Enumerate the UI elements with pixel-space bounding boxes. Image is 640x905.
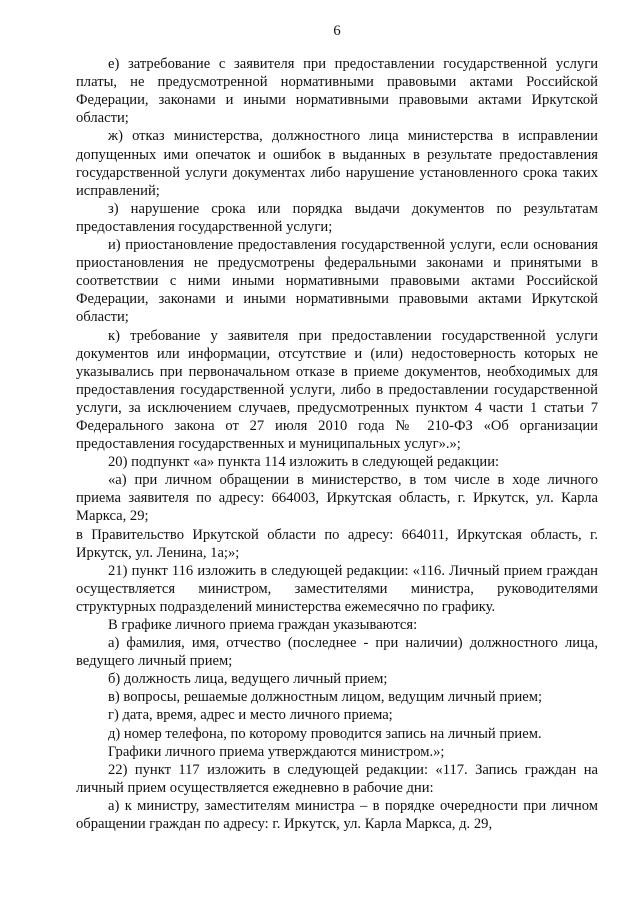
paragraph-government-address: в Правительство Иркутской области по адресу: 664011, Иркутская область, г. Иркутск, ул. Ленина, 1а;»;: [76, 526, 598, 561]
paragraph-point-22: 22) пункт 117 изложить в следующей редакции: «117. Запись граждан на личный прием осуществляется ежедневно в рабочие дни:: [76, 761, 598, 796]
paragraph-schedule-intro: В графике личного приема граждан указываются:: [108, 617, 418, 633]
paragraph-item-k: к) требование у заявителя при предоставлении государственной услуги документов или информации, отсутствие и (или) недостоверность которых не указывались при первоначальном отказе в приеме документов, необходимых для предоставления государственной услуги, либо в предоставлении государственной услуги, за исключением случаев, предусмотренных пунктом 4 части 1 статьи 7 Федерального закона от 27 июля 2010 года № 210-ФЗ «Об организации предоставления государственных и муниципальных услуг».»;: [76, 327, 598, 453]
paragraph-schedule-v: в) вопросы, решаемые должностным лицом, ведущим личный прием;: [108, 689, 543, 706]
paragraph-point-20: 20) подпункт «а» пункта 114 изложить в следующей редакции:: [108, 454, 500, 471]
paragraph-item-zh: ж) отказ министерства, должностного лица министерства в исправлении допущенных ими опечаток и ошибок в выданных в результате предоставления государственной услуги документах либо нарушение установленного срока таких исправлений;: [76, 128, 598, 199]
paragraph-schedule-b: б) должность лица, ведущего личный прием;: [108, 671, 388, 688]
paragraph-schedule-g: г) дата, время, адрес и место личного приема;: [108, 707, 393, 724]
paragraph-point-21: 21) пункт 116 изложить в следующей редакции: «116. Личный прием граждан осуществляется министром, заместителями министра, руководителями структурных подразделений министерства ежемесячно по графику.: [76, 562, 598, 615]
page-number: 6: [333, 23, 341, 39]
paragraph-schedule-d: д) номер телефона, по которому проводится запись на личный прием.: [108, 725, 542, 742]
paragraph-schedule-a: а) фамилия, имя, отчество (последнее - при наличии) должностного лица, ведущего личный прием;: [76, 635, 598, 670]
body-text: [76, 55, 598, 833]
paragraph-point-22-a: а) к министру, заместителям министра – в порядке очередности при личном обращении граждан по адресу: г. Иркутск, ул. Карла Маркса, д. 29,: [76, 797, 598, 833]
paragraph-item-e: е) затребование с заявителя при предоставлении государственной услуги платы, не предусмотренной нормативными правовыми актами Российской Федерации, законами и иными нормативными правовыми актами Иркутской области;: [76, 56, 598, 127]
paragraph-schedule-approval: Графики личного приема утверждаются министром.»;: [108, 743, 445, 760]
paragraph-subpoint-a-ministry: «а) при личном обращении в министерство, в том числе в ходе личного приема заявителя по адресу: 664003, Иркутская область, г. Иркутск, ул. Карла Маркса, 29;: [76, 472, 598, 525]
paragraph-item-i: и) приостановление предоставления государственной услуги, если основания приостановления не предусмотрены федеральными законами и принятыми в соответствии с ними иными нормативными правовыми актами Российской Федерации, законами и иными нормативными правовыми актами Иркутской области;: [76, 237, 598, 326]
paragraph-item-z: з) нарушение срока или порядка выдачи документов по результатам предоставления государственной услуги;: [76, 200, 598, 235]
